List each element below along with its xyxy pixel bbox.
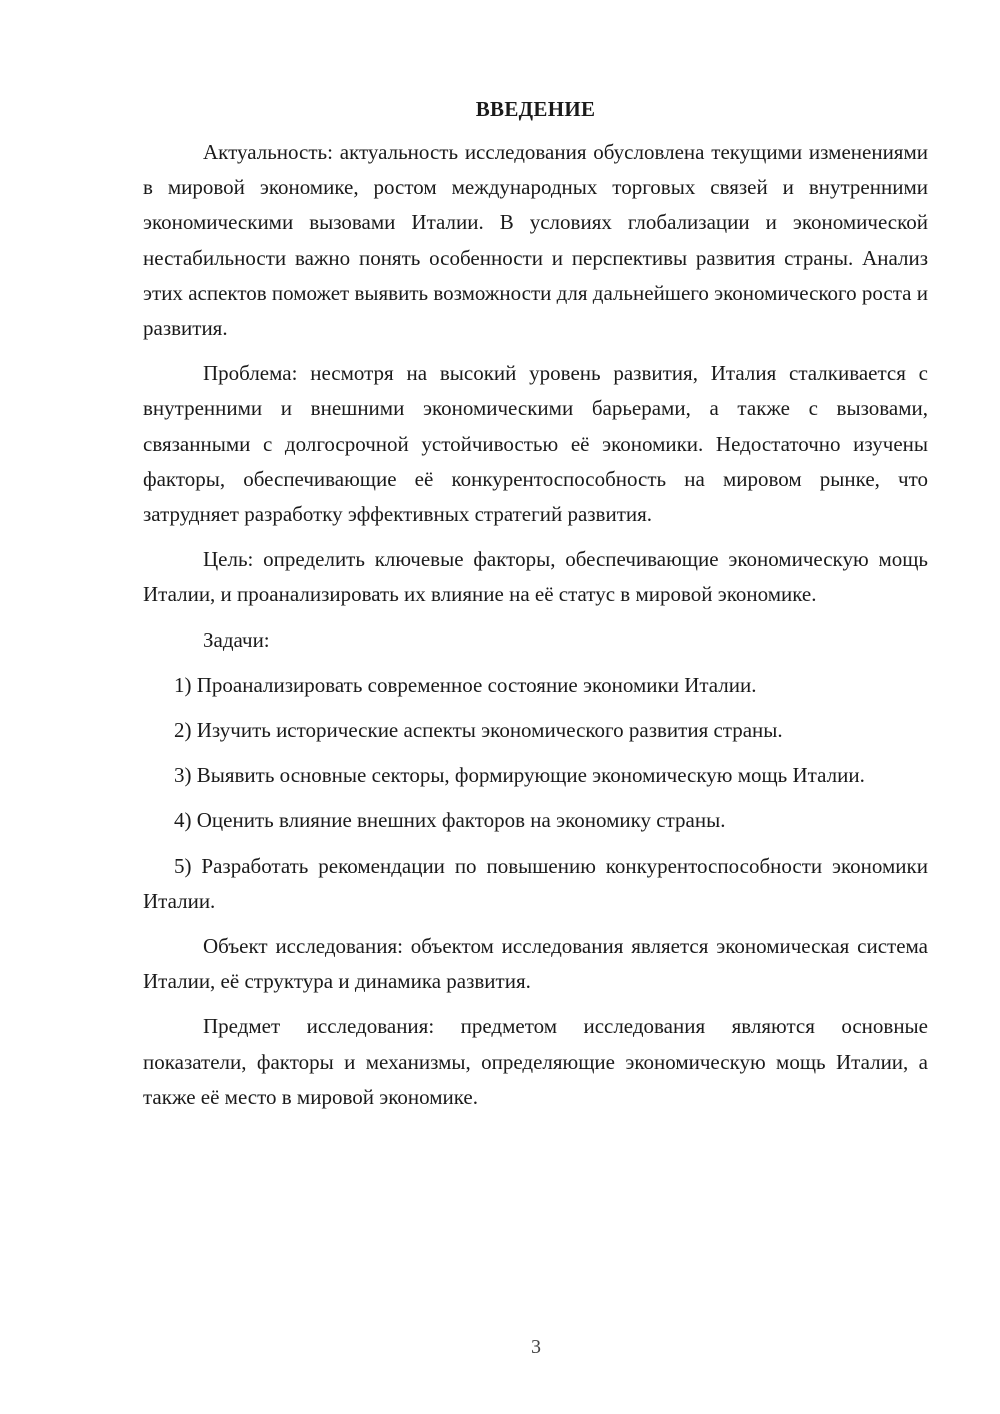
page-title: ВВЕДЕНИЕ <box>475 97 596 121</box>
paragraph-problem: Проблема: несмотря на высокий уровень развития, Италия сталкивается с внутренними и внешними экономическими барьерами, а также с вызовами, связанными с долгосрочной устойчивостью её экономики. Недостаточно изучены факторы, обеспечивающие её конкурентоспособность на мировом рынке, что затрудняет разработку эффективных стратегий развития. <box>143 361 928 527</box>
task-item-1: 1) Проанализировать современное состояние экономики Италии. <box>174 672 757 697</box>
paragraph-goal: Цель: определить ключевые факторы, обеспечивающие экономическую мощь Италии, и проанализировать их влияние на её статус в мировой экономике. <box>143 547 928 607</box>
task-item-5: 5) Разработать рекомендации по повышению конкурентоспособности экономики Италии. <box>143 853 928 913</box>
paragraph-relevance: Актуальность: актуальность исследования обусловлена текущими изменениями в мировой экономике, ростом международных торговых связей и внутренними экономическими вызовами Италии. В условиях глобализации и экономической нестабильности важно понять особенности и перспективы развития страны. Анализ этих аспектов поможет выявить возможности для дальнейшего экономического роста и развития. <box>143 140 928 341</box>
task-item-4: 4) Оценить влияние внешних факторов на экономику страны. <box>174 808 726 833</box>
page-number: 3 <box>531 1336 541 1358</box>
task-item-3: 3) Выявить основные секторы, формирующие экономическую мощь Италии. <box>174 763 865 788</box>
paragraph-object: Объект исследования: объектом исследования является экономическая система Италии, её структура и динамика развития. <box>143 934 928 994</box>
tasks-heading: Задачи: <box>203 627 270 652</box>
task-item-2: 2) Изучить исторические аспекты экономического развития страны. <box>174 718 783 743</box>
document-body <box>143 92 928 1115</box>
paragraph-subject: Предмет исследования: предметом исследования являются основные показатели, факторы и механизмы, определяющие экономическую мощь Италии, а также её место в мировой экономике. <box>143 1014 928 1109</box>
